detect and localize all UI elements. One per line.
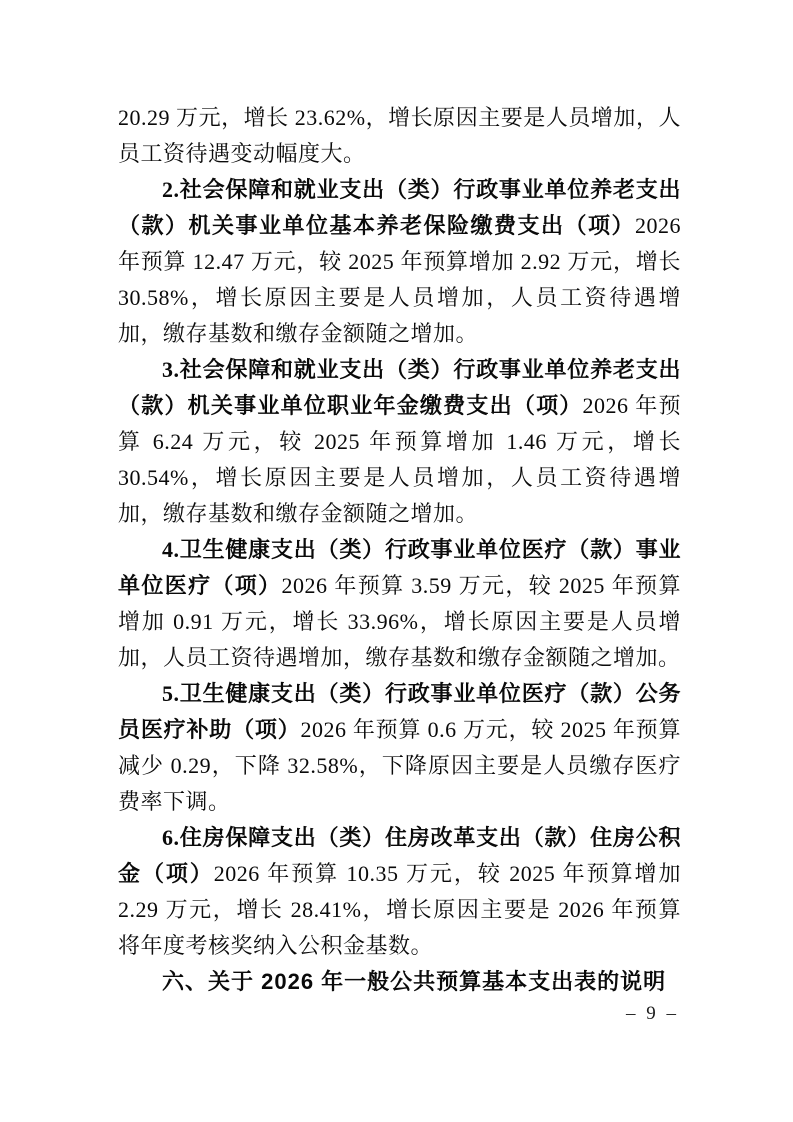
paragraph-lead-bold: 6.住房保障支出（类）住房改革支出（款）住房公积金（项）: [118, 825, 681, 886]
paragraph-text: 2026 年预算 3.59 万元，较 2025 年预算增加 0.91 万元，增长 33.96%，增长原因主要是人员增加，人员工资待遇增加，缴存基数和缴存金额随之增加。: [118, 573, 681, 670]
page-number: – 9 –: [626, 1003, 679, 1024]
document-body: [118, 100, 681, 1000]
paragraph-item-4: [118, 532, 681, 676]
paragraph-text: 2026 年预算 10.35 万元，较 2025 年预算增加 2.29 万元，增长 28.41%，增长原因主要是 2026 年预算将年度考核奖纳入公积金基数。: [118, 861, 681, 958]
paragraph-continuation: [118, 100, 681, 172]
paragraph-lead-bold: 2.社会保障和就业支出（类）行政事业单位养老支出（款）机关事业单位基本养老保险缴费支出（项）: [118, 177, 681, 238]
paragraph-lead-bold: 5.卫生健康支出（类）行政事业单位医疗（款）公务员医疗补助（项）: [118, 681, 681, 742]
section-heading-text: 六、关于 2026 年一般公共预算基本支出表的说明: [162, 969, 667, 994]
paragraph-text: 2026 年预算 0.6 万元，较 2025 年预算减少 0.29，下降 32.58%，下降原因主要是人员缴存医疗费率下调。: [118, 717, 681, 814]
paragraph-text: 20.29 万元，增长 23.62%，增长原因主要是人员增加，人员工资待遇变动幅度大。: [118, 105, 681, 166]
section-heading: [118, 964, 681, 1000]
paragraph-text: 2026 年预算 12.47 万元，较 2025 年预算增加 2.92 万元，增长 30.58%，增长原因主要是人员增加，人员工资待遇增加，缴存基数和缴存金额随之增加。: [118, 213, 681, 346]
paragraph-item-2: [118, 172, 681, 352]
paragraph-item-3: [118, 352, 681, 532]
paragraph-item-5: [118, 676, 681, 820]
paragraph-lead-bold: 3.社会保障和就业支出（类）行政事业单位养老支出（款）机关事业单位职业年金缴费支出（项）: [118, 357, 681, 418]
paragraph-lead-bold: 4.卫生健康支出（类）行政事业单位医疗（款）事业单位医疗（项）: [118, 537, 681, 598]
paragraph-text: 2026 年预算 6.24 万元，较 2025 年预算增加 1.46 万元，增长 30.54%，增长原因主要是人员增加，人员工资待遇增加，缴存基数和缴存金额随之增加。: [118, 393, 681, 526]
paragraph-item-6: [118, 820, 681, 964]
